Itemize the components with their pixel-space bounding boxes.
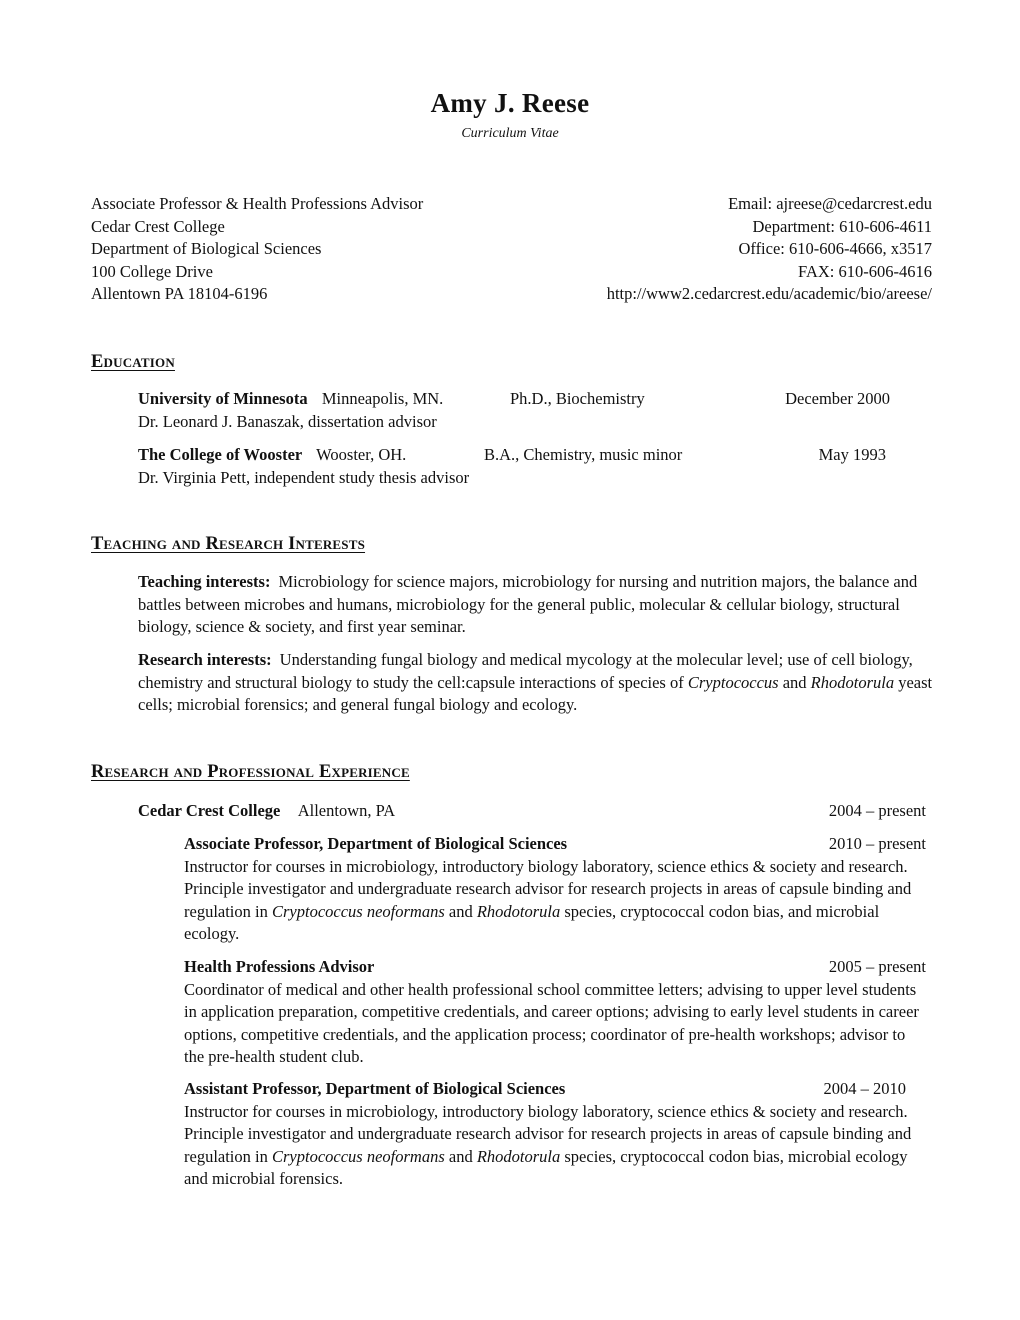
position-text: Instructor for courses in microbiology, introductory biology laboratory, science ethics & society and research. Principle investigator and undergraduate research advisor for research projects in areas of capsule binding and regulation in: [184, 856, 912, 921]
experience-heading: Research and Professional Experience: [91, 762, 410, 782]
contact-row: [91, 261, 932, 284]
contact-row: [91, 216, 932, 239]
contact-city: Allentown PA 18104-6196: [91, 284, 268, 303]
contact-email[interactable]: Email: ajreese@cedarcrest.edu: [728, 194, 932, 213]
employer-location: Allentown, PA: [297, 801, 396, 820]
position-text: species, cryptococcal codon bias, microbial ecology and microbial forensics.: [184, 1146, 908, 1188]
education-advisor: Dr. Virginia Pett, independent study thesis advisor: [138, 467, 470, 487]
position-title: Health Professions Advisor: [184, 957, 375, 976]
education-location: Wooster, OH.: [316, 445, 407, 464]
education-degree: Ph.D., Biochemistry: [510, 389, 645, 408]
contact-office-phone: Office: 610-606-4666, x3517: [738, 239, 932, 258]
teaching-interests: [138, 571, 933, 639]
research-text: Understanding fungal biology and medical mycology at the molecular level; use of cell biology, chemistry and structural biology to study the cell:capsule interactions of species of: [138, 650, 913, 692]
position-entry: [184, 833, 926, 946]
contact-college: Cedar Crest College: [91, 216, 225, 236]
education-institution: University of Minnesota: [138, 389, 308, 408]
education-location: Minneapolis, MN.: [321, 389, 444, 408]
contact-website[interactable]: http://www2.cedarcrest.edu/academic/bio/areese/: [606, 284, 932, 303]
contact-block: [91, 193, 932, 306]
species-name: Rhodotorula: [476, 901, 561, 921]
education-institution: The College of Wooster: [138, 445, 303, 464]
research-genus: Rhodotorula: [810, 672, 895, 692]
position-dates: 2004 – 2010: [823, 1079, 906, 1098]
contact-street: 100 College Drive: [91, 261, 213, 281]
cv-subtitle: Curriculum Vitae: [461, 126, 559, 141]
education-date: December 2000: [785, 389, 890, 408]
interests-heading: Teaching and Research Interests: [91, 534, 366, 554]
species-name: Cryptococcus neoformans: [271, 901, 445, 921]
employer-row: [138, 800, 926, 823]
education-entry: [138, 444, 898, 489]
education-heading: Education: [91, 352, 175, 372]
position-dates: 2010 – present: [828, 834, 926, 853]
contact-row: [91, 283, 932, 306]
teaching-text: Microbiology for science majors, microbiology for nursing and nutrition majors, the balance and battles between microbes and humans, microbiology for the general public, molecular & cellular biology, structural biology, science & society, and first year seminar.: [138, 572, 918, 636]
research-label: Research interests:: [138, 650, 272, 669]
contact-department: Department of Biological Sciences: [91, 239, 322, 258]
position-entry: [184, 1078, 926, 1191]
position-text: species, cryptococcal codon bias, and microbial ecology.: [184, 901, 880, 943]
position-and: and: [448, 1146, 473, 1166]
species-name: Rhodotorula: [476, 1146, 561, 1166]
cv-name: Amy J. Reese: [430, 88, 590, 118]
position-description: [184, 856, 926, 946]
position-title: Associate Professor, Department of Biological Sciences: [184, 834, 568, 853]
position-description: [184, 1101, 926, 1191]
employer-name: Cedar Crest College: [138, 801, 281, 820]
position-and: and: [448, 901, 473, 921]
contact-row: [91, 193, 932, 216]
position-description: Coordinator of medical and other health professional school committee letters; advising to upper level students in application preparation, competitive credentials, and career options; advising to early level students in career options, competitive credentials, and the application process; coordinator of pre-health workshops; advisor to the pre-health student club.: [184, 979, 919, 1066]
research-genus: Cryptococcus: [687, 672, 779, 692]
contact-row: [91, 238, 932, 261]
research-interests: [138, 649, 933, 717]
position-dates: 2005 – present: [828, 957, 926, 976]
teaching-label: Teaching interests:: [138, 572, 271, 591]
contact-department-phone: Department: 610-606-4611: [752, 216, 932, 236]
research-and: and: [782, 672, 807, 692]
employer-dates: 2004 – present: [828, 801, 926, 820]
contact-fax: FAX: 610-606-4616: [798, 261, 932, 281]
species-name: Cryptococcus neoformans: [271, 1146, 445, 1166]
position-title: Assistant Professor, Department of Biological Sciences: [184, 1079, 566, 1098]
position-text: Instructor for courses in microbiology, introductory biology laboratory, science ethics & society and research. Principle investigator and undergraduate research advisor for research projects in areas of capsule binding and regulation in: [184, 1101, 912, 1166]
education-date: May 1993: [818, 445, 886, 464]
contact-title: Associate Professor & Health Professions Advisor: [91, 194, 424, 213]
education-entry: [138, 388, 898, 433]
education-advisor: Dr. Leonard J. Banaszak, dissertation advisor: [138, 411, 437, 431]
education-degree: B.A., Chemistry, music minor: [484, 445, 683, 464]
position-entry: [184, 956, 926, 1069]
research-text: yeast cells; microbial forensics; and general fungal biology and ecology.: [138, 672, 933, 714]
